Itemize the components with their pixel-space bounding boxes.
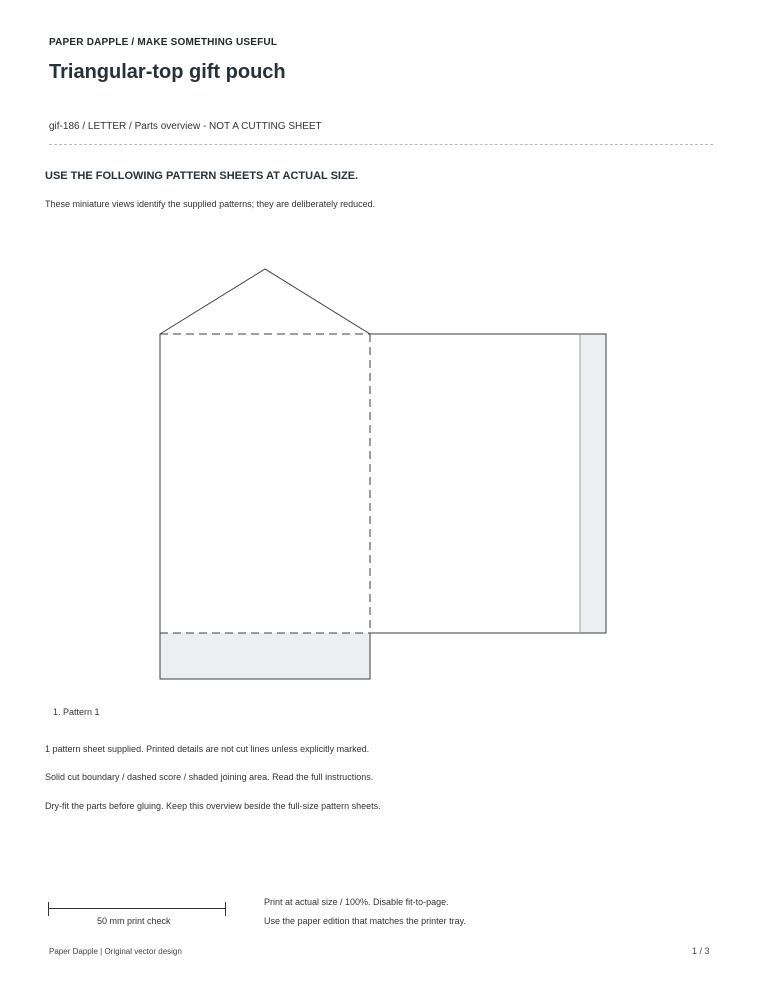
print-instruction-1: Print at actual size / 100%. Disable fit-to-page. bbox=[264, 897, 449, 907]
side-glue-tab bbox=[580, 334, 606, 633]
pattern-caption: 1. Pattern 1 bbox=[53, 707, 100, 717]
header-divider bbox=[49, 144, 713, 145]
page-title: Triangular-top gift pouch bbox=[49, 61, 286, 83]
note-2: Solid cut boundary / dashed score / shaded joining area. Read the full instructions. bbox=[45, 772, 374, 782]
bottom-glue-flap bbox=[160, 633, 370, 679]
note-1: 1 pattern sheet supplied. Printed details are not cut lines unless explicitly marked. bbox=[45, 744, 370, 754]
footer-credit: Paper Dapple | Original vector design bbox=[49, 947, 182, 956]
page-number: 1 / 3 bbox=[692, 946, 710, 956]
cut-outline bbox=[160, 269, 606, 679]
scale-check-bar bbox=[48, 902, 226, 916]
print-instruction-2: Use the paper edition that matches the printer tray. bbox=[264, 916, 466, 926]
note-3: Dry-fit the parts before gluing. Keep this overview beside the full-size pattern sheets. bbox=[45, 801, 381, 811]
section-heading: USE THE FOLLOWING PATTERN SHEETS AT ACTUAL SIZE. bbox=[45, 170, 359, 182]
intro-text: These miniature views identify the supplied patterns; they are deliberately reduced. bbox=[45, 199, 376, 209]
document-meta: gif-186 / LETTER / Parts overview - NOT A CUTTING SHEET bbox=[49, 121, 322, 132]
scale-check-label: 50 mm print check bbox=[97, 916, 171, 926]
brand-line: PAPER DAPPLE / MAKE SOMETHING USEFUL bbox=[49, 37, 278, 48]
